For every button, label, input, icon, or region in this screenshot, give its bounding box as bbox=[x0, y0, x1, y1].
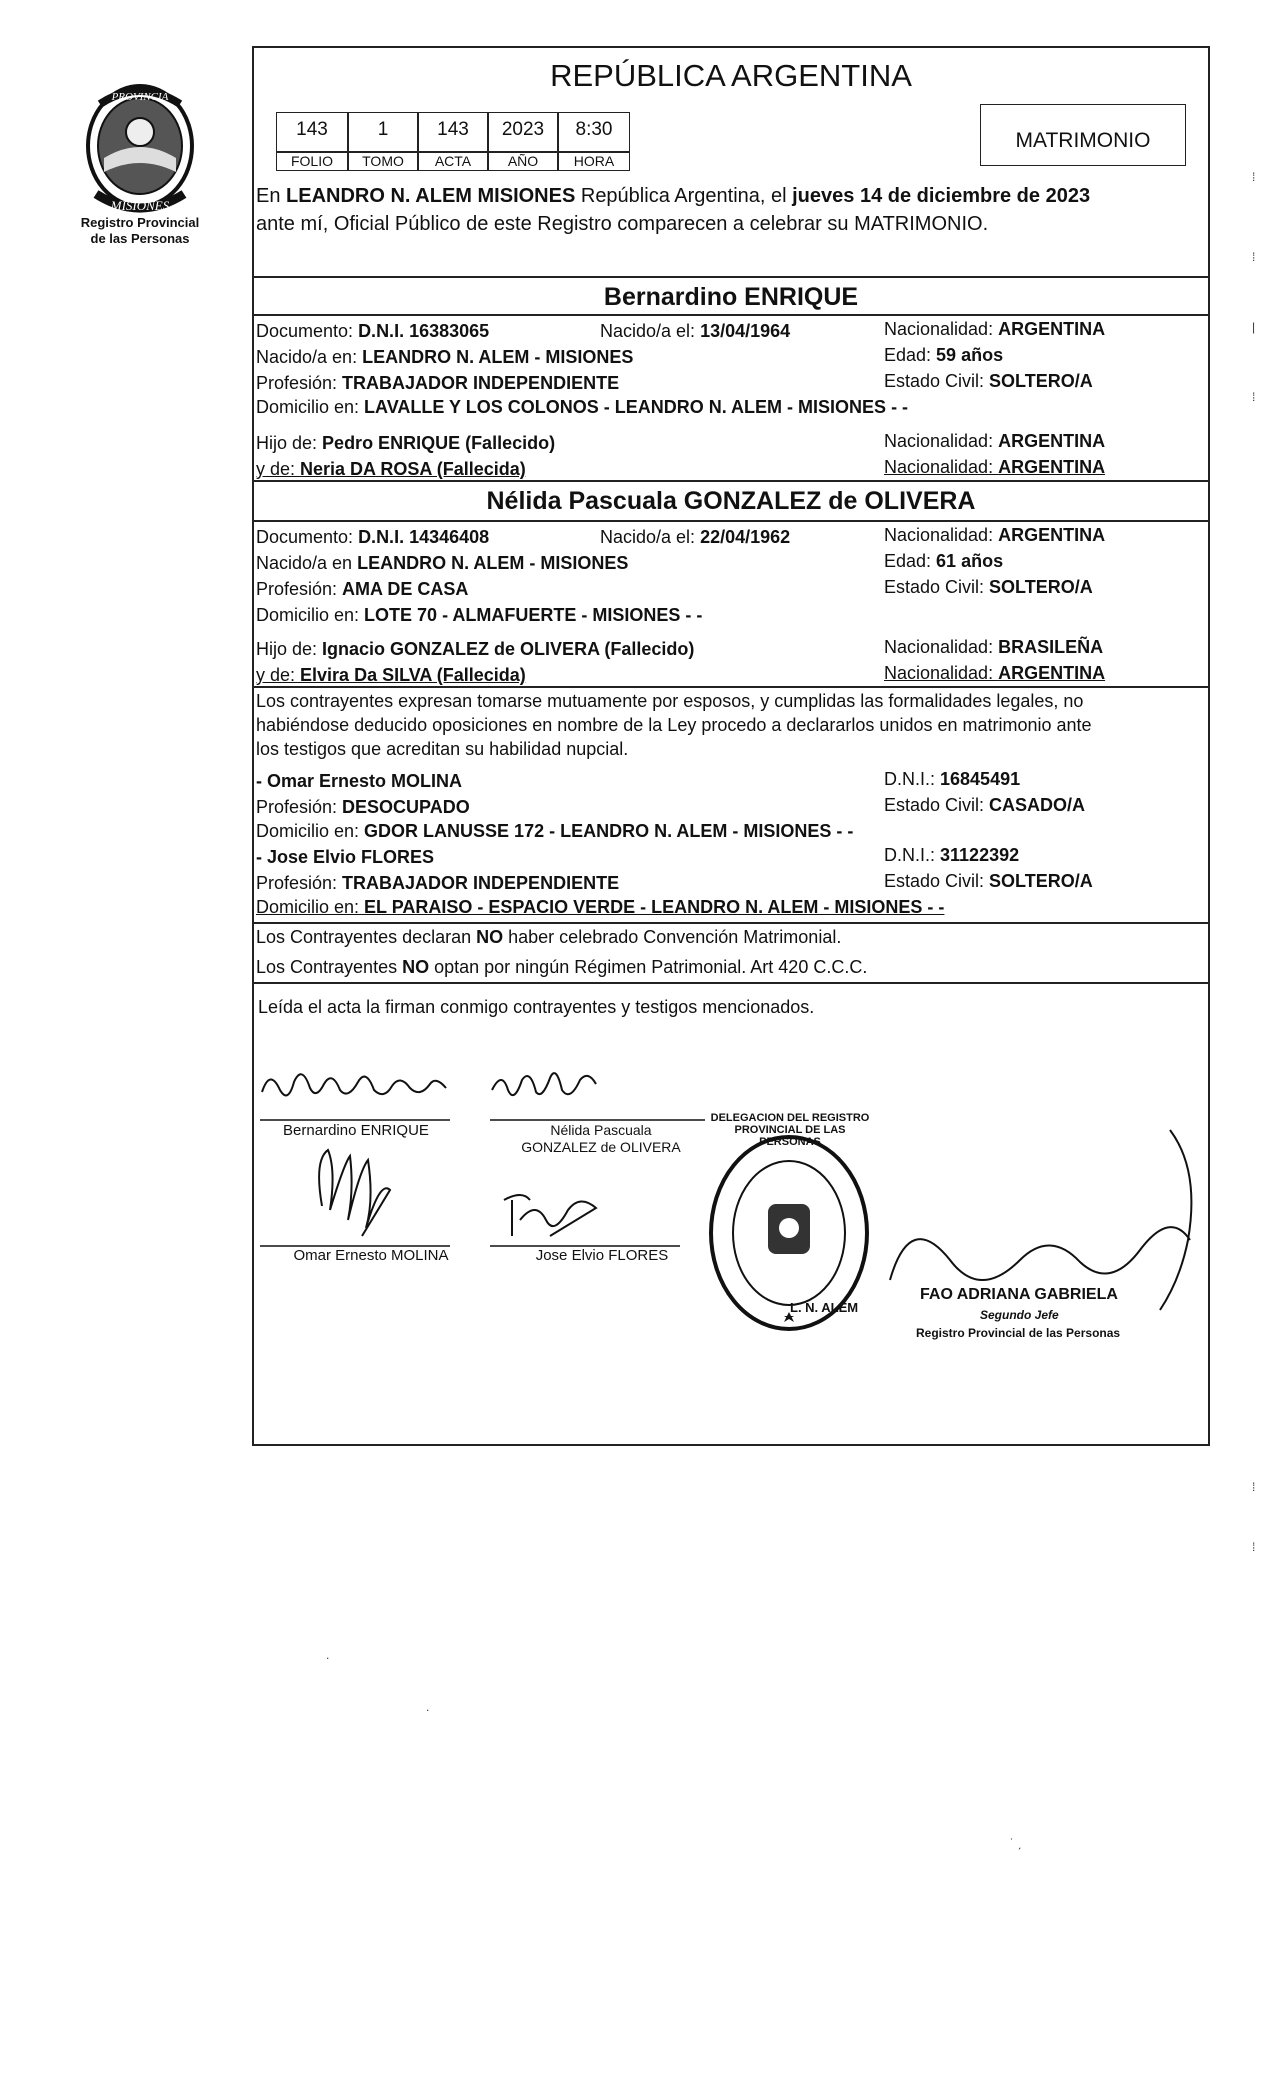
c2-padre bbox=[256, 638, 694, 660]
label: Nacionalidad: bbox=[884, 457, 999, 477]
value: Neria DA ROSA (Fallecida) bbox=[300, 459, 526, 479]
label: Domicilio en: bbox=[256, 605, 365, 625]
provincial-emblem-logo bbox=[70, 76, 210, 226]
intro-line-1 bbox=[256, 184, 1090, 208]
value: 59 años bbox=[936, 345, 1004, 365]
ref-anio-value: 2023 bbox=[488, 112, 558, 152]
value: SOLTERO/A bbox=[989, 871, 1093, 891]
c1-profesion bbox=[256, 372, 619, 394]
divider bbox=[252, 982, 1210, 984]
c1-estado-civil bbox=[884, 370, 1093, 392]
value: ARGENTINA bbox=[998, 663, 1106, 683]
label: Domicilio en: bbox=[256, 397, 365, 417]
value: 31122392 bbox=[940, 845, 1020, 865]
value: ARGENTINA bbox=[998, 319, 1106, 339]
text-bold: NO bbox=[402, 957, 430, 977]
intro-prefix: En bbox=[256, 185, 287, 207]
closing-statement: Leída el acta la firman conmigo contrayentes y testigos mencionados. bbox=[258, 997, 815, 1017]
c2-profesion bbox=[256, 578, 468, 600]
label: Domicilio en: bbox=[256, 821, 365, 841]
seal-center-text: L. N. ALEM bbox=[790, 1300, 859, 1315]
value: LEANDRO N. ALEM - MISIONES bbox=[357, 553, 629, 573]
firma-testigo2-label: Jose Elvio FLORES bbox=[535, 1247, 669, 1264]
act-type-label: MATRIMONIO bbox=[1015, 129, 1151, 152]
label: Nacido/a el: bbox=[600, 527, 701, 547]
label: Nacionalidad: bbox=[884, 663, 999, 683]
value: 16845491 bbox=[940, 769, 1021, 789]
firma-contrayente2-label bbox=[496, 1122, 706, 1156]
emblem-top-text: PROVINCIA bbox=[111, 91, 169, 103]
regimen-line-2 bbox=[256, 956, 867, 978]
value: TRABAJADOR INDEPENDIENTE bbox=[342, 873, 620, 893]
logo-caption-line2: de las Personas bbox=[90, 231, 190, 246]
testigo1-name: - Omar Ernesto MOLINA bbox=[256, 771, 463, 791]
value: AMA DE CASA bbox=[342, 579, 469, 599]
label: Nacido/a en bbox=[256, 553, 358, 573]
label: Edad: bbox=[884, 551, 937, 571]
value: D.N.I. 16383065 bbox=[358, 321, 490, 341]
ref-hora-label: HORA bbox=[558, 152, 630, 171]
value: DESOCUPADO bbox=[342, 797, 470, 817]
c2-nacionalidad bbox=[884, 524, 1105, 546]
label: Nacido/a el: bbox=[600, 321, 701, 341]
value: EL PARAISO - ESPACIO VERDE - LEANDRO N. ALEM - MISIONES - - bbox=[364, 897, 945, 917]
ref-folio-label: FOLIO bbox=[276, 152, 348, 171]
label: y de: bbox=[256, 665, 301, 685]
logo-caption bbox=[60, 215, 220, 247]
ref-hora-value: 8:30 bbox=[558, 112, 630, 152]
c1-edad bbox=[884, 344, 1003, 366]
ref-tomo-value: 1 bbox=[348, 112, 418, 152]
divider bbox=[252, 922, 1210, 924]
c2-nacido-el bbox=[600, 526, 790, 548]
c2-documento bbox=[256, 526, 489, 548]
text-bold: NO bbox=[476, 927, 504, 947]
c2-madre-nacionalidad bbox=[884, 662, 1105, 684]
value: Pedro ENRIQUE (Fallecido) bbox=[322, 433, 556, 453]
value: LEANDRO N. ALEM - MISIONES bbox=[362, 347, 634, 367]
ref-acta-value: 143 bbox=[418, 112, 488, 152]
value: 61 años bbox=[936, 551, 1004, 571]
intro-place: LEANDRO N. ALEM MISIONES bbox=[286, 185, 576, 207]
seal-ring-text: DELEGACION DEL REGISTRO PROVINCIAL DE LAS PERSONAS bbox=[710, 1112, 870, 1148]
testigo2-estado-civil bbox=[884, 870, 1093, 892]
divider bbox=[252, 276, 1210, 278]
firma-c2-line1: Nélida Pascuala bbox=[550, 1122, 652, 1138]
testigo2-dni bbox=[884, 844, 1019, 866]
divider bbox=[252, 520, 1210, 522]
label: Nacido/a en: bbox=[256, 347, 363, 367]
c2-edad bbox=[884, 550, 1003, 572]
testigo2-domicilio bbox=[256, 896, 944, 918]
label: Profesión: bbox=[256, 579, 343, 599]
c2-padre-nacionalidad bbox=[884, 636, 1103, 658]
c1-madre-nacionalidad bbox=[884, 456, 1105, 478]
emblem-bottom-text: MISIONES bbox=[110, 198, 170, 213]
c1-madre bbox=[256, 458, 526, 480]
signatures-graphic bbox=[250, 1060, 710, 1270]
label: D.N.I.: bbox=[884, 845, 941, 865]
value: ARGENTINA bbox=[998, 431, 1106, 451]
value: TRABAJADOR INDEPENDIENTE bbox=[342, 373, 620, 393]
text: Los Contrayentes bbox=[256, 957, 403, 977]
firma-testigo1-label: Omar Ernesto MOLINA bbox=[293, 1247, 449, 1264]
c1-nacido-en bbox=[256, 346, 633, 368]
intro-middle: República Argentina, el bbox=[575, 185, 793, 207]
divider bbox=[252, 686, 1210, 688]
testigo1-profesion bbox=[256, 796, 470, 818]
value: Elvira Da SILVA (Fallecida) bbox=[300, 665, 526, 685]
c1-padre-nacionalidad bbox=[884, 430, 1105, 452]
oficial-organismo: Registro Provincial de las Personas bbox=[916, 1326, 1121, 1340]
intro-line-2: ante mí, Oficial Público de este Registro comparecen a celebrar su MATRIMONIO. bbox=[256, 213, 989, 235]
contrayente2-name: Nélida Pascuala GONZALEZ de OLIVERA bbox=[486, 487, 976, 515]
label: Edad: bbox=[884, 345, 937, 365]
value: 13/04/1964 bbox=[700, 321, 791, 341]
logo-caption-line1: Registro Provincial bbox=[80, 215, 200, 230]
label: Profesión: bbox=[256, 797, 343, 817]
act-type-box bbox=[980, 104, 1186, 166]
c1-nacionalidad bbox=[884, 318, 1105, 340]
label: Estado Civil: bbox=[884, 795, 990, 815]
value: GDOR LANUSSE 172 - LEANDRO N. ALEM - MISIONES - - bbox=[364, 821, 854, 841]
document-title: REPÚBLICA ARGENTINA bbox=[550, 58, 912, 93]
label: Profesión: bbox=[256, 373, 343, 393]
testigo2-name: - Jose Elvio FLORES bbox=[256, 847, 435, 867]
value: CASADO/A bbox=[989, 795, 1086, 815]
divider bbox=[252, 480, 1210, 482]
label: y de: bbox=[256, 459, 301, 479]
label: Documento: bbox=[256, 321, 359, 341]
label: Nacionalidad: bbox=[884, 431, 999, 451]
text: optan por ningún Régimen Patrimonial. Art 420 C.C.C. bbox=[429, 957, 868, 977]
c2-estado-civil bbox=[884, 576, 1093, 598]
value: LOTE 70 - ALMAFUERTE - MISIONES - - bbox=[364, 605, 703, 625]
declaracion-line-3: los testigos que acreditan su habilidad nupcial. bbox=[256, 739, 629, 759]
c1-domicilio bbox=[256, 396, 908, 418]
value: D.N.I. 14346408 bbox=[358, 527, 490, 547]
oficial-name: FAO ADRIANA GABRIELA bbox=[920, 1286, 1118, 1303]
label: Estado Civil: bbox=[884, 371, 990, 391]
label: Documento: bbox=[256, 527, 359, 547]
label: Estado Civil: bbox=[884, 577, 990, 597]
intro-date: jueves 14 de diciembre de 2023 bbox=[792, 185, 1091, 207]
value: SOLTERO/A bbox=[989, 371, 1093, 391]
ref-anio-label: AÑO bbox=[488, 152, 558, 171]
firma-contrayente1-label: Bernardino ENRIQUE bbox=[283, 1122, 429, 1139]
firma-c2-line2: GONZALEZ de OLIVERA bbox=[521, 1139, 681, 1155]
label: Nacionalidad: bbox=[884, 319, 999, 339]
label: Hijo de: bbox=[256, 639, 323, 659]
c1-nacido-el bbox=[600, 320, 790, 342]
label: Nacionalidad: bbox=[884, 637, 999, 657]
c1-padre bbox=[256, 432, 555, 454]
c2-domicilio bbox=[256, 604, 702, 626]
oficial-cargo: Segundo Jefe bbox=[980, 1308, 1059, 1322]
text: haber celebrado Convención Matrimonial. bbox=[503, 927, 842, 947]
value: ARGENTINA bbox=[998, 457, 1106, 477]
regimen-line-1 bbox=[256, 926, 841, 948]
declaracion-line-1: Los contrayentes expresan tomarse mutuamente por esposos, y cumplidas las formalidades legales, no bbox=[256, 691, 1084, 711]
value: ARGENTINA bbox=[998, 525, 1106, 545]
declaracion-line-2: habiéndose deducido oposiciones en nombre de la Ley procedo a declararlos unidos en matrimonio ante bbox=[256, 715, 1092, 735]
value: Ignacio GONZALEZ de OLIVERA (Fallecido) bbox=[322, 639, 695, 659]
value: SOLTERO/A bbox=[989, 577, 1093, 597]
value: LAVALLE Y LOS COLONOS - LEANDRO N. ALEM - MISIONES - - bbox=[364, 397, 909, 417]
c1-documento bbox=[256, 320, 489, 342]
text: Los Contrayentes declaran bbox=[256, 927, 477, 947]
testigo1-estado-civil bbox=[884, 794, 1085, 816]
label: Nacionalidad: bbox=[884, 525, 999, 545]
c2-nacido-en bbox=[256, 552, 628, 574]
testigo1-domicilio bbox=[256, 820, 853, 842]
ref-folio-value: 143 bbox=[276, 112, 348, 152]
testigo1-dni bbox=[884, 768, 1020, 790]
label: Estado Civil: bbox=[884, 871, 990, 891]
divider bbox=[252, 314, 1210, 316]
ref-tomo-label: TOMO bbox=[348, 152, 418, 171]
label: Domicilio en: bbox=[256, 897, 365, 917]
testigo2-profesion bbox=[256, 872, 619, 894]
value: 22/04/1962 bbox=[700, 527, 791, 547]
label: Hijo de: bbox=[256, 433, 323, 453]
value: BRASILEÑA bbox=[998, 637, 1104, 657]
contrayente1-name: Bernardino ENRIQUE bbox=[603, 283, 859, 311]
ref-acta-label: ACTA bbox=[418, 152, 488, 171]
c2-madre bbox=[256, 664, 526, 686]
label: Profesión: bbox=[256, 873, 343, 893]
label: D.N.I.: bbox=[884, 769, 941, 789]
